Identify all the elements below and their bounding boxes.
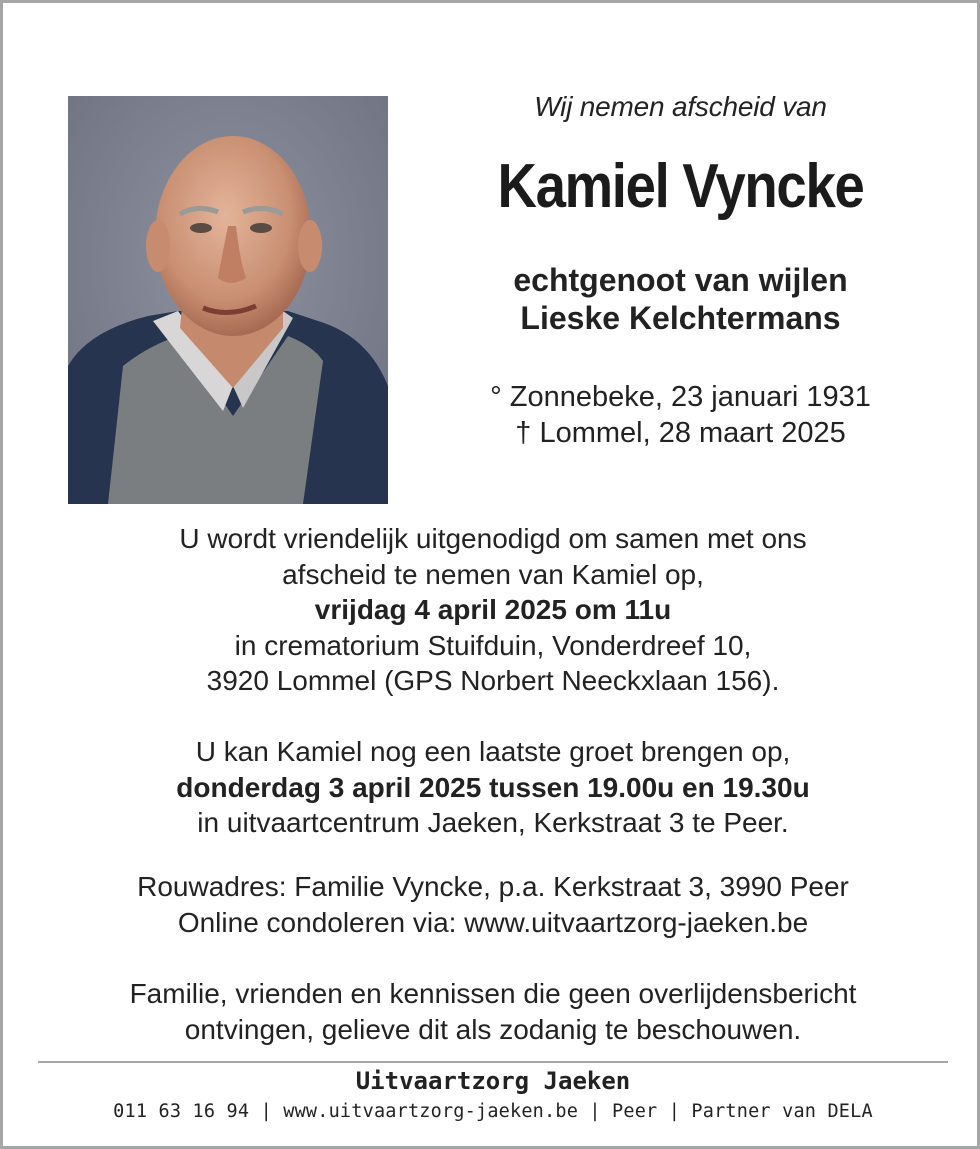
notice-line-1: Familie, vrienden en kennissen die geen overlijdensbericht: [129, 978, 857, 1009]
deceased-name: Kamiel Vyncke: [497, 152, 864, 221]
ceremony-paragraph: [43, 521, 943, 699]
footer-divider: [38, 1061, 948, 1063]
birth-line: ° Zonnebeke, 23 januari 1931: [490, 381, 871, 413]
online-condolence: Online condoleren via: www.uitvaartzorg-jaeken.be: [177, 906, 809, 938]
ceremony-line-5: 3920 Lommel (GPS Norbert Neeckxlaan 156).: [206, 665, 780, 696]
ceremony-line-4: in crematorium Stuifduin, Vonderdreef 10,: [234, 629, 752, 661]
ceremony-line-1: U wordt vriendelijk uitgenodigd om samen met ons: [179, 523, 807, 554]
spouse-block: [423, 261, 938, 337]
death-line: † Lommel, 28 maart 2025: [515, 417, 846, 449]
notice-paragraph: [43, 976, 943, 1047]
funeral-home-contact: 011 63 16 94 | www.uitvaartzorg-jaeken.be | Peer | Partner van DELA: [113, 1101, 873, 1122]
mourning-address: Rouwadres: Familie Vyncke, p.a. Kerkstraat 3, 3990 Peer: [137, 871, 849, 902]
contact-paragraph: [43, 869, 943, 940]
ceremony-datetime: vrijdag 4 april 2025 om 11u: [314, 594, 672, 625]
ceremony-line-2: afscheid te nemen van Kamiel op,: [282, 558, 704, 590]
portrait-photo: [68, 96, 388, 504]
intro-text: Wij nemen afscheid van: [534, 91, 827, 122]
spouse-name: Lieske Kelchtermans: [520, 300, 841, 336]
notice-line-2: ontvingen, gelieve dit als zodanig te beschouwen.: [184, 1013, 802, 1045]
funeral-home-name: Uitvaartzorg Jaeken: [355, 1067, 631, 1095]
visitation-line-1: U kan Kamiel nog een laatste groet brengen op,: [195, 736, 791, 767]
visitation-paragraph: [43, 734, 943, 841]
visitation-line-3: in uitvaartcentrum Jaeken, Kerkstraat 3 te Peer.: [197, 807, 789, 838]
visitation-datetime: donderdag 3 april 2025 tussen 19.00u en 19.30u: [176, 771, 810, 803]
life-dates: [423, 379, 938, 451]
spouse-line-1: echtgenoot van wijlen: [513, 262, 848, 298]
